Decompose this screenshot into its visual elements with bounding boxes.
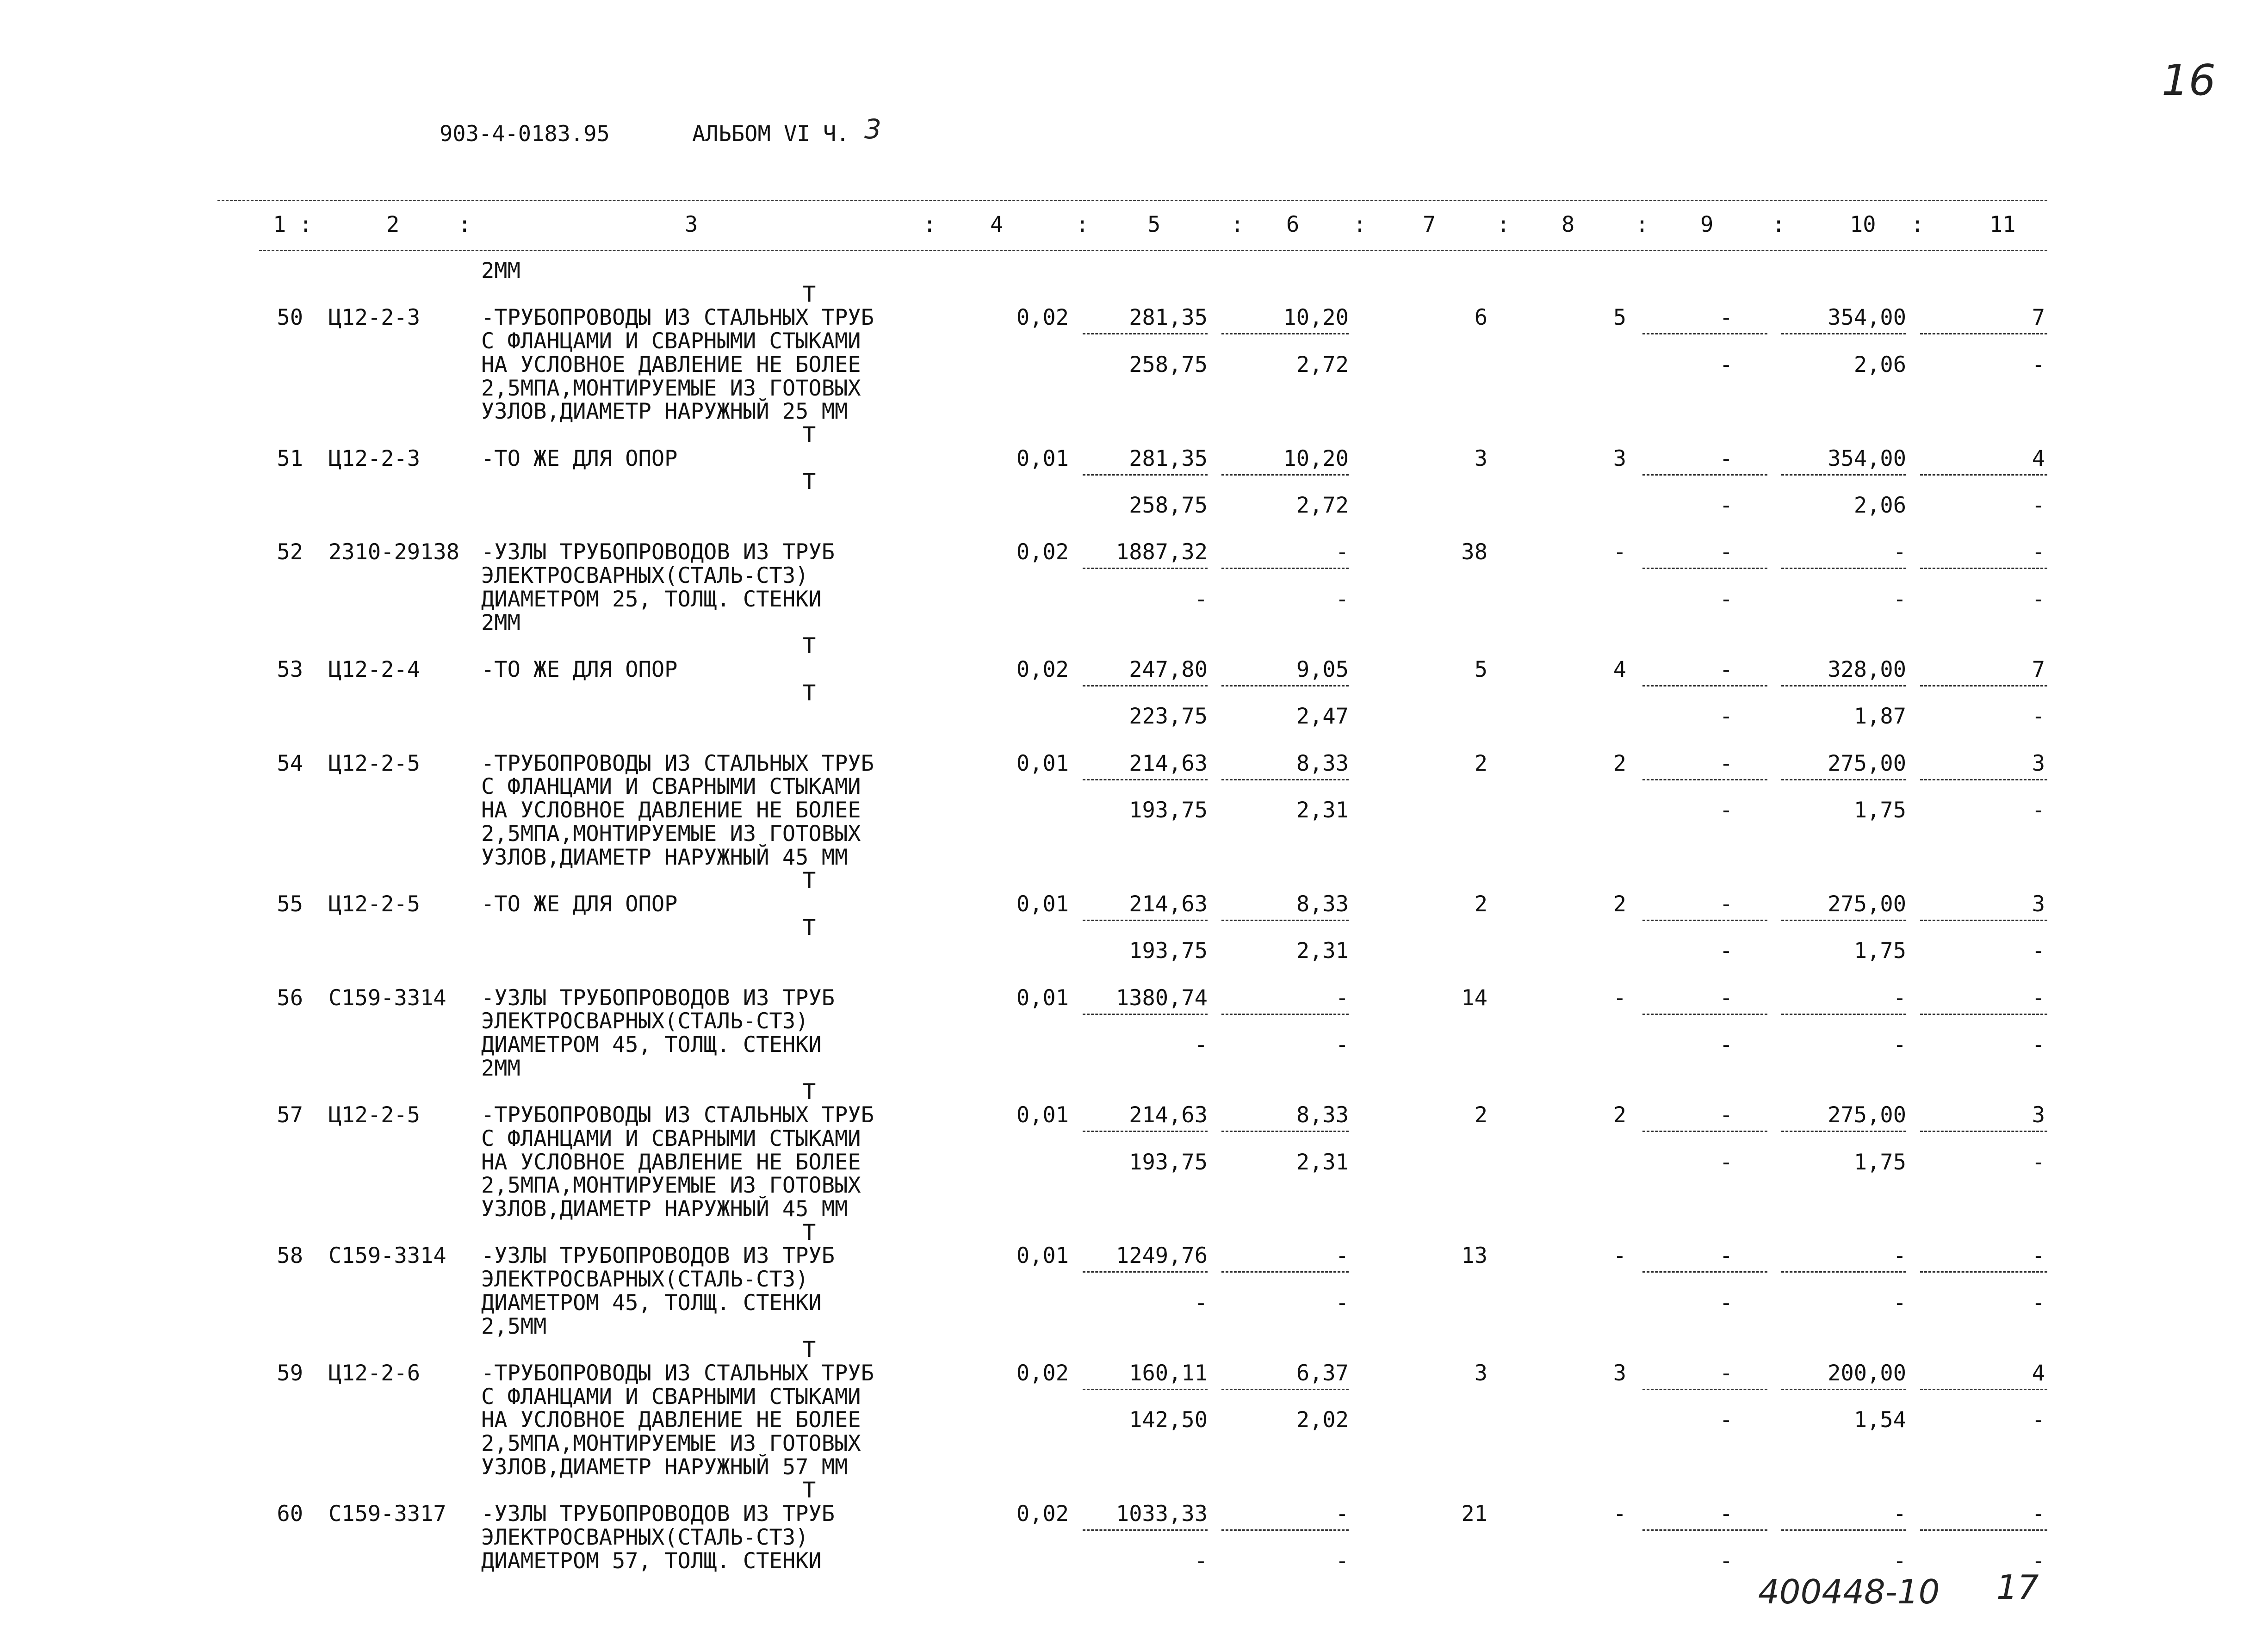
column-divider: : bbox=[1076, 212, 1089, 237]
cost-col5: 1380,74 bbox=[1115, 985, 1208, 1011]
cell-separator-dash bbox=[1920, 1271, 2047, 1273]
col8-value: - bbox=[1613, 1243, 1626, 1268]
column-number: 1 : bbox=[273, 212, 312, 237]
cell-separator-dash bbox=[1642, 1529, 1767, 1531]
cost-col6: - bbox=[1335, 985, 1349, 1011]
col9-value: - bbox=[1719, 1032, 1733, 1058]
cost-col5: 214,63 bbox=[1129, 891, 1208, 917]
work-description: -ТРУБОПРОВОДЫ ИЗ СТАЛЬНЫХ ТРУБ bbox=[481, 305, 874, 330]
album-part-handwritten: 3 bbox=[864, 113, 881, 145]
column-number: 3 bbox=[685, 212, 698, 237]
col8-value: 2 bbox=[1613, 1102, 1626, 1128]
cost-col6: 2,31 bbox=[1296, 938, 1349, 964]
unit-marker: Т bbox=[803, 422, 816, 448]
col9-value: - bbox=[1719, 587, 1733, 612]
quantity: 0,02 bbox=[1016, 1501, 1069, 1527]
col8-value: - bbox=[1613, 985, 1626, 1011]
col8-value: 5 bbox=[1613, 305, 1626, 330]
cost-col6: - bbox=[1335, 1032, 1349, 1058]
rate-code: Ц12-2-3 bbox=[328, 305, 421, 330]
inventory-number-handwritten: 400448-10 bbox=[1758, 1572, 1940, 1611]
row-number: 54 bbox=[277, 751, 303, 776]
unit-marker: Т bbox=[803, 868, 816, 893]
cell-separator-dash bbox=[1920, 568, 2047, 569]
cost-col5: 281,35 bbox=[1129, 446, 1208, 471]
col11-value: - bbox=[2032, 352, 2045, 377]
col9-value: - bbox=[1719, 305, 1733, 330]
cell-separator-dash bbox=[1642, 474, 1767, 476]
column-number: 6 bbox=[1286, 212, 1300, 237]
page-number-handwritten: 16 bbox=[2162, 56, 2216, 105]
cell-separator-dash bbox=[1781, 1014, 1906, 1015]
col11-value: - bbox=[2032, 704, 2045, 729]
col11-value: - bbox=[2032, 1150, 2045, 1175]
col11-value: 4 bbox=[2032, 1361, 2045, 1386]
work-description: 2,5ММ bbox=[481, 1314, 547, 1339]
cost-col6: 6,37 bbox=[1296, 1361, 1349, 1386]
work-description: 2,5МПА,МОНТИРУЕМЫЕ ИЗ ГОТОВЫХ bbox=[481, 821, 861, 847]
row-number: 52 bbox=[277, 539, 303, 565]
column-divider: : bbox=[1353, 212, 1367, 237]
col9-value: - bbox=[1719, 352, 1733, 377]
work-description: УЗЛОВ,ДИАМЕТР НАРУЖНЫЙ 57 ММ bbox=[481, 1454, 848, 1480]
col10-value: 275,00 bbox=[1828, 751, 1906, 776]
cost-col5: 1887,32 bbox=[1115, 539, 1208, 565]
col9-value: - bbox=[1719, 539, 1733, 565]
work-description: ДИАМЕТРОМ 45, ТОЛЩ. СТЕНКИ bbox=[481, 1290, 822, 1316]
cell-separator-dash bbox=[1221, 1529, 1349, 1531]
cell-separator-dash bbox=[1920, 1389, 2047, 1390]
cost-col5: 193,75 bbox=[1129, 798, 1208, 823]
column-divider: : bbox=[1497, 212, 1510, 237]
col10-value: 275,00 bbox=[1828, 891, 1906, 917]
col11-value: - bbox=[2032, 1243, 2045, 1268]
unit-marker: Т bbox=[803, 1478, 816, 1503]
row-number: 57 bbox=[277, 1102, 303, 1128]
cell-separator-dash bbox=[1920, 474, 2047, 476]
work-description: -ТРУБОПРОВОДЫ ИЗ СТАЛЬНЫХ ТРУБ bbox=[481, 1361, 874, 1386]
work-description: ДИАМЕТРОМ 45, ТОЛЩ. СТЕНКИ bbox=[481, 1032, 822, 1058]
cost-col5: - bbox=[1194, 1290, 1208, 1316]
cost-col6: - bbox=[1335, 539, 1349, 565]
col8-value: 3 bbox=[1613, 446, 1626, 471]
cell-separator-dash bbox=[1221, 685, 1349, 687]
quantity: 0,01 bbox=[1016, 446, 1069, 471]
work-description: ЭЛЕКТРОСВАРНЫХ(СТАЛЬ-СТ3) bbox=[481, 1525, 809, 1550]
col9-value: - bbox=[1719, 446, 1733, 471]
cell-separator-dash bbox=[1221, 1271, 1349, 1273]
quantity: 0,02 bbox=[1016, 1361, 1069, 1386]
col7-value: 5 bbox=[1474, 657, 1487, 682]
column-divider: : bbox=[458, 212, 471, 237]
cost-col5: 247,80 bbox=[1129, 657, 1208, 682]
col9-value: - bbox=[1719, 985, 1733, 1011]
cost-col5: 258,75 bbox=[1129, 493, 1208, 518]
rate-code: Ц12-2-6 bbox=[328, 1361, 421, 1386]
quantity: 0,01 bbox=[1016, 985, 1069, 1011]
work-description: -УЗЛЫ ТРУБОПРОВОДОВ ИЗ ТРУБ bbox=[481, 539, 835, 565]
rate-code: Ц12-2-3 bbox=[328, 446, 421, 471]
cell-separator-dash bbox=[1083, 779, 1208, 780]
work-description: -ТО ЖЕ ДЛЯ ОПОР bbox=[481, 657, 678, 682]
cost-col5: 214,63 bbox=[1129, 751, 1208, 776]
column-divider: : bbox=[1231, 212, 1244, 237]
unit-marker: Т bbox=[803, 1079, 816, 1105]
col10-value: - bbox=[1893, 1501, 1906, 1527]
table-top-rule bbox=[217, 200, 2047, 201]
cost-col5: 142,50 bbox=[1129, 1407, 1208, 1433]
unit-marker: Т bbox=[803, 680, 816, 706]
cell-separator-dash bbox=[1781, 1529, 1906, 1531]
cell-separator-dash bbox=[1221, 779, 1349, 780]
col11-value: - bbox=[2032, 1290, 2045, 1316]
column-number: 2 bbox=[386, 212, 400, 237]
col11-value: - bbox=[2032, 1501, 2045, 1527]
cell-separator-dash bbox=[1083, 333, 1208, 334]
col7-value: 38 bbox=[1461, 539, 1487, 565]
cost-col6: 2,02 bbox=[1296, 1407, 1349, 1433]
col10-value: - bbox=[1893, 587, 1906, 612]
col11-value: 3 bbox=[2032, 891, 2045, 917]
col7-value: 14 bbox=[1461, 985, 1487, 1011]
col11-value: 3 bbox=[2032, 751, 2045, 776]
rate-code: Ц12-2-4 bbox=[328, 657, 421, 682]
row-number: 55 bbox=[277, 891, 303, 917]
col8-value: 4 bbox=[1613, 657, 1626, 682]
cell-separator-dash bbox=[1642, 333, 1767, 334]
cost-col5: 1249,76 bbox=[1115, 1243, 1208, 1268]
quantity: 0,01 bbox=[1016, 751, 1069, 776]
col9-value: - bbox=[1719, 1501, 1733, 1527]
cell-separator-dash bbox=[1221, 474, 1349, 476]
cell-separator-dash bbox=[1083, 685, 1208, 687]
work-description: -ТО ЖЕ ДЛЯ ОПОР bbox=[481, 446, 678, 471]
cell-separator-dash bbox=[1781, 474, 1906, 476]
col9-value: - bbox=[1719, 1361, 1733, 1386]
col10-value: 2,06 bbox=[1853, 352, 1906, 377]
work-description: -ТО ЖЕ ДЛЯ ОПОР bbox=[481, 891, 678, 917]
unit-marker: Т bbox=[803, 469, 816, 495]
cost-col6: 10,20 bbox=[1283, 446, 1349, 471]
col11-value: 7 bbox=[2032, 657, 2045, 682]
cell-separator-dash bbox=[1781, 1271, 1906, 1273]
col11-value: - bbox=[2032, 539, 2045, 565]
album-label: АЛЬБОМ VI Ч. bbox=[692, 121, 849, 147]
work-description: ДИАМЕТРОМ 57, ТОЛЩ. СТЕНКИ bbox=[481, 1548, 822, 1574]
header-bottom-rule bbox=[259, 250, 2047, 251]
cell-separator-dash bbox=[1083, 1529, 1208, 1531]
cost-col6: 2,31 bbox=[1296, 1150, 1349, 1175]
unit-marker: Т bbox=[803, 282, 816, 307]
rate-code: С159-3317 bbox=[328, 1501, 446, 1527]
row-number: 51 bbox=[277, 446, 303, 471]
cell-separator-dash bbox=[1781, 779, 1906, 780]
cell-separator-dash bbox=[1221, 568, 1349, 569]
rate-code: С159-3314 bbox=[328, 985, 446, 1011]
work-description: 2,5МПА,МОНТИРУЕМЫЕ ИЗ ГОТОВЫХ bbox=[481, 376, 861, 401]
cell-separator-dash bbox=[1221, 1131, 1349, 1132]
col11-value: - bbox=[2032, 985, 2045, 1011]
col11-value: - bbox=[2032, 1548, 2045, 1574]
cost-col5: 223,75 bbox=[1129, 704, 1208, 729]
col10-value: 354,00 bbox=[1828, 305, 1906, 330]
work-description: 2,5МПА,МОНТИРУЕМЫЕ ИЗ ГОТОВЫХ bbox=[481, 1173, 861, 1198]
cell-separator-dash bbox=[1642, 1131, 1767, 1132]
cost-col5: - bbox=[1194, 587, 1208, 612]
col11-value: - bbox=[2032, 587, 2045, 612]
col11-value: 7 bbox=[2032, 305, 2045, 330]
cell-separator-dash bbox=[1083, 474, 1208, 476]
col7-value: 2 bbox=[1474, 751, 1487, 776]
quantity: 0,02 bbox=[1016, 305, 1069, 330]
col8-value: 3 bbox=[1613, 1361, 1626, 1386]
column-divider: : bbox=[1636, 212, 1649, 237]
cell-separator-dash bbox=[1781, 920, 1906, 921]
cell-separator-dash bbox=[1083, 920, 1208, 921]
col11-value: - bbox=[2032, 1407, 2045, 1433]
col7-value: 2 bbox=[1474, 891, 1487, 917]
col10-value: 1,75 bbox=[1853, 1150, 1906, 1175]
cost-col6: 2,31 bbox=[1296, 798, 1349, 823]
row-number: 53 bbox=[277, 657, 303, 682]
cell-separator-dash bbox=[1221, 920, 1349, 921]
rate-code: Ц12-2-5 bbox=[328, 751, 421, 776]
cost-col5: 193,75 bbox=[1129, 1150, 1208, 1175]
work-description: ЭЛЕКТРОСВАРНЫХ(СТАЛЬ-СТ3) bbox=[481, 1267, 809, 1292]
cell-separator-dash bbox=[1781, 568, 1906, 569]
cell-separator-dash bbox=[1083, 1131, 1208, 1132]
work-description: -УЗЛЫ ТРУБОПРОВОДОВ ИЗ ТРУБ bbox=[481, 985, 835, 1011]
work-description: С ФЛАНЦАМИ И СВАРНЫМИ СТЫКАМИ bbox=[481, 328, 861, 354]
work-description: ЭЛЕКТРОСВАРНЫХ(СТАЛЬ-СТ3) bbox=[481, 1008, 809, 1034]
cost-col6: - bbox=[1335, 1548, 1349, 1574]
cell-separator-dash bbox=[1920, 333, 2047, 334]
col11-value: - bbox=[2032, 493, 2045, 518]
cost-col5: 214,63 bbox=[1129, 1102, 1208, 1128]
cell-separator-dash bbox=[1920, 1014, 2047, 1015]
column-divider: : bbox=[1772, 212, 1785, 237]
column-number: 4 bbox=[990, 212, 1004, 237]
col10-value: 275,00 bbox=[1828, 1102, 1906, 1128]
cost-col6: - bbox=[1335, 1243, 1349, 1268]
col11-value: 3 bbox=[2032, 1102, 2045, 1128]
work-description: УЗЛОВ,ДИАМЕТР НАРУЖНЫЙ 45 ММ bbox=[481, 1196, 848, 1222]
col10-value: - bbox=[1893, 1548, 1906, 1574]
col11-value: 4 bbox=[2032, 446, 2045, 471]
cost-col6: 8,33 bbox=[1296, 751, 1349, 776]
cell-separator-dash bbox=[1781, 1389, 1906, 1390]
cost-col5: - bbox=[1194, 1548, 1208, 1574]
row-number: 50 bbox=[277, 305, 303, 330]
col7-value: 2 bbox=[1474, 1102, 1487, 1128]
row-number: 56 bbox=[277, 985, 303, 1011]
cell-separator-dash bbox=[1920, 685, 2047, 687]
cell-separator-dash bbox=[1642, 1271, 1767, 1273]
cost-col5: 193,75 bbox=[1129, 938, 1208, 964]
column-number: 11 bbox=[1989, 212, 2016, 237]
col10-value: - bbox=[1893, 1032, 1906, 1058]
quantity: 0,02 bbox=[1016, 657, 1069, 682]
col9-value: - bbox=[1719, 1150, 1733, 1175]
cell-separator-dash bbox=[1781, 1131, 1906, 1132]
col8-value: 2 bbox=[1613, 751, 1626, 776]
work-description: -ТРУБОПРОВОДЫ ИЗ СТАЛЬНЫХ ТРУБ bbox=[481, 1102, 874, 1128]
quantity: 0,01 bbox=[1016, 1243, 1069, 1268]
sheet-number-handwritten: 17 bbox=[1996, 1568, 2039, 1607]
unit-marker: Т bbox=[803, 1220, 816, 1245]
col10-value: 200,00 bbox=[1828, 1361, 1906, 1386]
cell-separator-dash bbox=[1083, 568, 1208, 569]
col10-value: - bbox=[1893, 539, 1906, 565]
col9-value: - bbox=[1719, 704, 1733, 729]
cost-col6: 8,33 bbox=[1296, 891, 1349, 917]
cell-separator-dash bbox=[1920, 779, 2047, 780]
rate-code: Ц12-2-5 bbox=[328, 891, 421, 917]
work-description: С ФЛАНЦАМИ И СВАРНЫМИ СТЫКАМИ bbox=[481, 774, 861, 799]
col7-value: 13 bbox=[1461, 1243, 1487, 1268]
unit-marker: Т bbox=[803, 915, 816, 940]
column-divider: : bbox=[923, 212, 936, 237]
rate-code: 2310-29138 bbox=[328, 539, 459, 565]
cost-col5: 258,75 bbox=[1129, 352, 1208, 377]
work-description: НА УСЛОВНОЕ ДАВЛЕНИЕ НЕ БОЛЕЕ bbox=[481, 798, 861, 823]
cost-col6: 10,20 bbox=[1283, 305, 1349, 330]
rate-code: Ц12-2-5 bbox=[328, 1102, 421, 1128]
column-number: 9 bbox=[1700, 212, 1714, 237]
col7-value: 21 bbox=[1461, 1501, 1487, 1527]
col10-value: 1,54 bbox=[1853, 1407, 1906, 1433]
cost-col6: 2,72 bbox=[1296, 493, 1349, 518]
work-description: С ФЛАНЦАМИ И СВАРНЫМИ СТЫКАМИ bbox=[481, 1384, 861, 1410]
col11-value: - bbox=[2032, 1032, 2045, 1058]
col8-value: - bbox=[1613, 539, 1626, 565]
cost-col6: 2,72 bbox=[1296, 352, 1349, 377]
cell-separator-dash bbox=[1642, 1389, 1767, 1390]
unit-marker: Т bbox=[803, 1337, 816, 1362]
col9-value: - bbox=[1719, 1290, 1733, 1316]
work-description: НА УСЛОВНОЕ ДАВЛЕНИЕ НЕ БОЛЕЕ bbox=[481, 1407, 861, 1433]
cell-separator-dash bbox=[1920, 1131, 2047, 1132]
col9-value: - bbox=[1719, 657, 1733, 682]
row-number: 60 bbox=[277, 1501, 303, 1527]
col7-value: 3 bbox=[1474, 1361, 1487, 1386]
cell-separator-dash bbox=[1221, 1014, 1349, 1015]
work-description: УЗЛОВ,ДИАМЕТР НАРУЖНЫЙ 25 ММ bbox=[481, 399, 848, 424]
cost-col5: 160,11 bbox=[1129, 1361, 1208, 1386]
rate-code: С159-3314 bbox=[328, 1243, 446, 1268]
column-number: 8 bbox=[1562, 212, 1575, 237]
cell-separator-dash bbox=[1642, 1014, 1767, 1015]
cell-separator-dash bbox=[1642, 779, 1767, 780]
col11-value: - bbox=[2032, 798, 2045, 823]
col10-value: 354,00 bbox=[1828, 446, 1906, 471]
work-description: -ТРУБОПРОВОДЫ ИЗ СТАЛЬНЫХ ТРУБ bbox=[481, 751, 874, 776]
cost-col5: - bbox=[1194, 1032, 1208, 1058]
col7-value: 6 bbox=[1474, 305, 1487, 330]
row-number: 59 bbox=[277, 1361, 303, 1386]
work-description: 2ММ bbox=[481, 610, 521, 636]
col7-value: 3 bbox=[1474, 446, 1487, 471]
cost-col6: - bbox=[1335, 1290, 1349, 1316]
col10-value: - bbox=[1893, 1243, 1906, 1268]
work-description: -УЗЛЫ ТРУБОПРОВОДОВ ИЗ ТРУБ bbox=[481, 1243, 835, 1268]
col8-value: 2 bbox=[1613, 891, 1626, 917]
cost-col5: 1033,33 bbox=[1115, 1501, 1208, 1527]
column-number: 10 bbox=[1850, 212, 1876, 237]
work-description: 2,5МПА,МОНТИРУЕМЫЕ ИЗ ГОТОВЫХ bbox=[481, 1431, 861, 1456]
col9-value: - bbox=[1719, 1548, 1733, 1574]
col9-value: - bbox=[1719, 751, 1733, 776]
work-description: 2ММ bbox=[481, 258, 521, 284]
quantity: 0,01 bbox=[1016, 891, 1069, 917]
column-divider: : bbox=[1911, 212, 1924, 237]
column-number: 5 bbox=[1147, 212, 1161, 237]
cell-separator-dash bbox=[1642, 920, 1767, 921]
cost-col6: 2,47 bbox=[1296, 704, 1349, 729]
cell-separator-dash bbox=[1221, 1389, 1349, 1390]
col10-value: 1,75 bbox=[1853, 798, 1906, 823]
work-description: С ФЛАНЦАМИ И СВАРНЫМИ СТЫКАМИ bbox=[481, 1126, 861, 1151]
cell-separator-dash bbox=[1781, 333, 1906, 334]
cell-separator-dash bbox=[1083, 1389, 1208, 1390]
cell-separator-dash bbox=[1642, 685, 1767, 687]
work-description: ЭЛЕКТРОСВАРНЫХ(СТАЛЬ-СТ3) bbox=[481, 563, 809, 588]
cell-separator-dash bbox=[1920, 920, 2047, 921]
work-description: НА УСЛОВНОЕ ДАВЛЕНИЕ НЕ БОЛЕЕ bbox=[481, 352, 861, 377]
cost-col6: 8,33 bbox=[1296, 1102, 1349, 1128]
quantity: 0,01 bbox=[1016, 1102, 1069, 1128]
cell-separator-dash bbox=[1920, 1529, 2047, 1531]
doc-code: 903-4-0183.95 bbox=[440, 121, 610, 147]
col10-value: 2,06 bbox=[1853, 493, 1906, 518]
unit-marker: Т bbox=[803, 633, 816, 659]
col8-value: - bbox=[1613, 1501, 1626, 1527]
col9-value: - bbox=[1719, 1407, 1733, 1433]
quantity: 0,02 bbox=[1016, 539, 1069, 565]
col11-value: - bbox=[2032, 938, 2045, 964]
work-description: -УЗЛЫ ТРУБОПРОВОДОВ ИЗ ТРУБ bbox=[481, 1501, 835, 1527]
col10-value: 1,75 bbox=[1853, 938, 1906, 964]
cost-col5: 281,35 bbox=[1129, 305, 1208, 330]
col10-value: 1,87 bbox=[1853, 704, 1906, 729]
col9-value: - bbox=[1719, 493, 1733, 518]
work-description: ДИАМЕТРОМ 25, ТОЛЩ. СТЕНКИ bbox=[481, 587, 822, 612]
col9-value: - bbox=[1719, 1102, 1733, 1128]
work-description: УЗЛОВ,ДИАМЕТР НАРУЖНЫЙ 45 ММ bbox=[481, 845, 848, 870]
cost-col6: - bbox=[1335, 587, 1349, 612]
work-description: 2ММ bbox=[481, 1056, 521, 1081]
cell-separator-dash bbox=[1781, 685, 1906, 687]
col9-value: - bbox=[1719, 1243, 1733, 1268]
cost-col6: 9,05 bbox=[1296, 657, 1349, 682]
cell-separator-dash bbox=[1083, 1014, 1208, 1015]
col10-value: - bbox=[1893, 1290, 1906, 1316]
col9-value: - bbox=[1719, 798, 1733, 823]
col10-value: 328,00 bbox=[1828, 657, 1906, 682]
cell-separator-dash bbox=[1221, 333, 1349, 334]
work-description: НА УСЛОВНОЕ ДАВЛЕНИЕ НЕ БОЛЕЕ bbox=[481, 1150, 861, 1175]
col10-value: - bbox=[1893, 985, 1906, 1011]
cell-separator-dash bbox=[1083, 1271, 1208, 1273]
col9-value: - bbox=[1719, 891, 1733, 917]
cell-separator-dash bbox=[1642, 568, 1767, 569]
cost-col6: - bbox=[1335, 1501, 1349, 1527]
row-number: 58 bbox=[277, 1243, 303, 1268]
col9-value: - bbox=[1719, 938, 1733, 964]
column-number: 7 bbox=[1423, 212, 1436, 237]
